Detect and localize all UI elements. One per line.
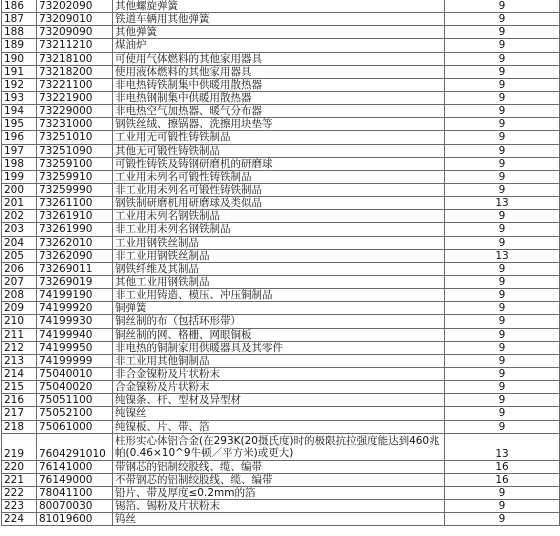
commodity-code-cell: 75040010 — [37, 367, 113, 380]
rate-cell: 9 — [445, 275, 560, 288]
row-number-cell: 212 — [2, 341, 37, 354]
commodity-name-cell: 可使用气体燃料的其他家用器具 — [113, 52, 445, 65]
rate-cell: 9 — [445, 26, 560, 39]
commodity-name-cell: 工业用无可锻性铸铁制品 — [113, 131, 445, 144]
rate-cell: 9 — [445, 65, 560, 78]
rate-cell: 9 — [445, 328, 560, 341]
commodity-name-cell: 非电热铸铁制集中供暖用散热器 — [113, 78, 445, 91]
row-number-cell: 196 — [2, 131, 37, 144]
table-row — [2, 91, 560, 104]
commodity-code-cell: 73261910 — [37, 210, 113, 223]
row-number-cell: 186 — [2, 0, 37, 13]
commodity-name-cell: 纯镍板、片、带、箔 — [113, 420, 445, 433]
commodity-code-cell: 76141000 — [37, 460, 113, 473]
rate-cell: 9 — [445, 183, 560, 196]
table-row — [2, 262, 560, 275]
commodity-name-cell: 铜丝制的网、格栅、网眼铜板 — [113, 328, 445, 341]
commodity-name-cell: 钢铁纤维及其制品 — [113, 262, 445, 275]
table-row — [2, 381, 560, 394]
row-number-cell: 216 — [2, 394, 37, 407]
rate-cell: 16 — [445, 473, 560, 486]
table-row — [2, 131, 560, 144]
row-number-cell: 223 — [2, 500, 37, 513]
row-number-cell: 219 — [2, 433, 37, 460]
rate-cell: 16 — [445, 460, 560, 473]
commodity-code-cell: 74199940 — [37, 328, 113, 341]
table-row — [2, 197, 560, 210]
rate-cell: 9 — [445, 170, 560, 183]
commodity-code-cell: 73269011 — [37, 262, 113, 275]
commodity-code-cell: 73262010 — [37, 236, 113, 249]
row-number-cell: 221 — [2, 473, 37, 486]
row-number-cell: 207 — [2, 275, 37, 288]
rate-cell: 9 — [445, 513, 560, 526]
table-row — [2, 275, 560, 288]
rate-cell: 9 — [445, 91, 560, 104]
commodity-name-cell: 柱形实心体铝合金(在293K(20摄氏度)时的极限抗拉强度能达到460兆帕(0.46×10^9牛顿／平方米)或更大) — [113, 433, 445, 460]
commodity-code-cell: 74199999 — [37, 354, 113, 367]
table-row — [2, 105, 560, 118]
row-number-cell: 204 — [2, 236, 37, 249]
table-row — [2, 486, 560, 499]
commodity-code-cell: 73251090 — [37, 144, 113, 157]
rate-cell: 9 — [445, 52, 560, 65]
rate-cell: 9 — [445, 354, 560, 367]
rate-cell: 9 — [445, 315, 560, 328]
row-number-cell: 218 — [2, 420, 37, 433]
commodity-code-cell: 73218100 — [37, 52, 113, 65]
table-row — [2, 328, 560, 341]
commodity-code-cell: 73221900 — [37, 91, 113, 104]
rate-cell: 9 — [445, 341, 560, 354]
rate-cell: 9 — [445, 407, 560, 420]
commodity-code-cell: 73218200 — [37, 65, 113, 78]
commodity-code-cell: 80070030 — [37, 500, 113, 513]
rate-cell: 13 — [445, 433, 560, 460]
table-row — [2, 394, 560, 407]
row-number-cell: 201 — [2, 197, 37, 210]
rate-cell: 9 — [445, 223, 560, 236]
commodity-code-cell: 7604291010 — [37, 433, 113, 460]
table-row — [2, 118, 560, 131]
row-number-cell: 195 — [2, 118, 37, 131]
rate-cell: 9 — [445, 13, 560, 26]
table-row — [2, 289, 560, 302]
commodity-code-cell: 75061000 — [37, 420, 113, 433]
rate-cell: 9 — [445, 381, 560, 394]
commodity-code-cell: 75040020 — [37, 381, 113, 394]
table-row — [2, 144, 560, 157]
commodity-code-cell: 75051100 — [37, 394, 113, 407]
commodity-name-cell: 使用液体燃料的其他家用器具 — [113, 65, 445, 78]
commodity-code-cell: 73229000 — [37, 105, 113, 118]
rate-cell: 9 — [445, 236, 560, 249]
commodity-code-cell: 73221100 — [37, 78, 113, 91]
table-row — [2, 354, 560, 367]
rate-cell: 9 — [445, 105, 560, 118]
commodity-name-cell: 合金镍粉及片状粉末 — [113, 381, 445, 394]
table-row — [2, 210, 560, 223]
row-number-cell: 198 — [2, 157, 37, 170]
table-row — [2, 407, 560, 420]
commodity-code-cell: 73202090 — [37, 0, 113, 13]
commodity-code-cell: 73262090 — [37, 249, 113, 262]
commodity-code-cell: 74199920 — [37, 302, 113, 315]
commodity-code-cell: 73269019 — [37, 275, 113, 288]
commodity-name-cell: 铅片、带及厚度≤0.2mm的箔 — [113, 486, 445, 499]
table-row — [2, 26, 560, 39]
row-number-cell: 211 — [2, 328, 37, 341]
rate-cell: 9 — [445, 210, 560, 223]
row-number-cell: 217 — [2, 407, 37, 420]
row-number-cell: 189 — [2, 39, 37, 52]
rate-cell: 9 — [445, 78, 560, 91]
commodity-code-cell: 73259990 — [37, 183, 113, 196]
table-row — [2, 420, 560, 433]
commodity-code-cell: 74199950 — [37, 341, 113, 354]
rate-cell: 9 — [445, 0, 560, 13]
rate-cell: 9 — [445, 420, 560, 433]
commodity-name-cell: 工业用未列名钢铁制品 — [113, 210, 445, 223]
commodity-code-cell: 73231000 — [37, 118, 113, 131]
row-number-cell: 214 — [2, 367, 37, 380]
commodity-name-cell: 纯镍条、杆、型材及异型材 — [113, 394, 445, 407]
commodity-name-cell: 非工业用未列名钢铁制品 — [113, 223, 445, 236]
row-number-cell: 193 — [2, 91, 37, 104]
rate-cell: 9 — [445, 367, 560, 380]
commodity-code-cell: 78041100 — [37, 486, 113, 499]
row-number-cell: 202 — [2, 210, 37, 223]
commodity-name-cell: 非工业用钢铁丝制品 — [113, 249, 445, 262]
row-number-cell: 191 — [2, 65, 37, 78]
table-body — [2, 0, 560, 526]
row-number-cell: 224 — [2, 513, 37, 526]
commodity-code-cell: 73259100 — [37, 157, 113, 170]
row-number-cell: 203 — [2, 223, 37, 236]
commodity-code-cell: 73259910 — [37, 170, 113, 183]
table-row — [2, 367, 560, 380]
commodity-name-cell: 非工业用其他铜制品 — [113, 354, 445, 367]
row-number-cell: 222 — [2, 486, 37, 499]
commodity-code-cell: 73209090 — [37, 26, 113, 39]
row-number-cell: 197 — [2, 144, 37, 157]
commodity-name-cell: 其他无可锻性铸铁制品 — [113, 144, 445, 157]
commodity-code-cell: 74199190 — [37, 289, 113, 302]
commodity-name-cell: 其他工业用钢铁制品 — [113, 275, 445, 288]
commodity-name-cell: 纯镍丝 — [113, 407, 445, 420]
table-row — [2, 13, 560, 26]
table-row — [2, 0, 560, 13]
table-row — [2, 65, 560, 78]
commodity-name-cell: 不带钢芯的铝制绞股线、缆、编带 — [113, 473, 445, 486]
commodity-code-cell: 73211210 — [37, 39, 113, 52]
rate-cell: 9 — [445, 486, 560, 499]
rate-cell: 9 — [445, 394, 560, 407]
commodity-code-cell: 81019600 — [37, 513, 113, 526]
commodity-name-cell: 铜弹簧 — [113, 302, 445, 315]
table-row — [2, 78, 560, 91]
row-number-cell: 208 — [2, 289, 37, 302]
rate-cell: 9 — [445, 302, 560, 315]
commodity-name-cell: 煤油炉 — [113, 39, 445, 52]
table-row — [2, 170, 560, 183]
rate-cell: 9 — [445, 131, 560, 144]
table-row — [2, 433, 560, 460]
row-number-cell: 206 — [2, 262, 37, 275]
rate-cell: 9 — [445, 157, 560, 170]
row-number-cell: 200 — [2, 183, 37, 196]
rate-cell: 9 — [445, 39, 560, 52]
commodity-name-cell: 其他弹簧 — [113, 26, 445, 39]
row-number-cell: 190 — [2, 52, 37, 65]
rate-cell: 9 — [445, 144, 560, 157]
commodity-name-cell: 非工业用铸造、模压、冲压铜制品 — [113, 289, 445, 302]
commodity-name-cell: 钢铁制研磨机用研磨球及类似品 — [113, 197, 445, 210]
table-row — [2, 223, 560, 236]
row-number-cell: 220 — [2, 460, 37, 473]
commodity-name-cell: 锡箔、锡粉及片状粉末 — [113, 500, 445, 513]
table-row — [2, 39, 560, 52]
commodity-code-cell: 73261100 — [37, 197, 113, 210]
row-number-cell: 205 — [2, 249, 37, 262]
row-number-cell: 210 — [2, 315, 37, 328]
table-row — [2, 183, 560, 196]
commodity-code-cell: 73209010 — [37, 13, 113, 26]
table-row — [2, 52, 560, 65]
commodity-name-cell: 其他螺旋弹簧 — [113, 0, 445, 13]
rate-cell: 13 — [445, 249, 560, 262]
table-row — [2, 460, 560, 473]
commodity-name-cell: 非电热钢制集中供暖用散热器 — [113, 91, 445, 104]
rate-cell: 9 — [445, 289, 560, 302]
commodity-code-cell: 73251010 — [37, 131, 113, 144]
row-number-cell: 194 — [2, 105, 37, 118]
row-number-cell: 192 — [2, 78, 37, 91]
table-row — [2, 236, 560, 249]
table-row — [2, 341, 560, 354]
row-number-cell: 213 — [2, 354, 37, 367]
commodity-name-cell: 可锻性铸铁及铸钢研磨机的研磨球 — [113, 157, 445, 170]
commodity-code-cell: 75052100 — [37, 407, 113, 420]
row-number-cell: 215 — [2, 381, 37, 394]
row-number-cell: 187 — [2, 13, 37, 26]
commodity-name-cell: 工业用未列名可锻性铸铁制品 — [113, 170, 445, 183]
row-number-cell: 188 — [2, 26, 37, 39]
commodity-name-cell: 带钢芯的铝制绞股线、缆、编带 — [113, 460, 445, 473]
commodity-name-cell: 非电热空气加热器、暖气分布器 — [113, 105, 445, 118]
table-row — [2, 500, 560, 513]
commodity-name-cell: 铁道车辆用其他弹簧 — [113, 13, 445, 26]
commodity-code-cell: 76149000 — [37, 473, 113, 486]
commodity-name-cell: 钨丝 — [113, 513, 445, 526]
rate-cell: 9 — [445, 262, 560, 275]
table-row — [2, 315, 560, 328]
table-row — [2, 157, 560, 170]
row-number-cell: 199 — [2, 170, 37, 183]
rate-cell: 9 — [445, 500, 560, 513]
commodity-name-cell: 工业用钢铁丝制品 — [113, 236, 445, 249]
table-row — [2, 302, 560, 315]
table-row — [2, 513, 560, 526]
commodity-name-cell: 非电热的铜制家用供暖器具及其零件 — [113, 341, 445, 354]
table-row — [2, 249, 560, 262]
commodity-name-cell: 非合金镍粉及片状粉末 — [113, 367, 445, 380]
rate-cell: 13 — [445, 197, 560, 210]
commodity-code-cell: 74199930 — [37, 315, 113, 328]
commodity-name-cell: 钢铁丝绒、擦锅器、洗擦用块垫等 — [113, 118, 445, 131]
commodity-name-cell: 铜丝制的布（包括环形带） — [113, 315, 445, 328]
row-number-cell: 209 — [2, 302, 37, 315]
rate-cell: 9 — [445, 118, 560, 131]
tariff-table — [1, 0, 560, 526]
commodity-name-cell: 非工业用未列名可锻性铸铁制品 — [113, 183, 445, 196]
table-row — [2, 473, 560, 486]
commodity-code-cell: 73261990 — [37, 223, 113, 236]
